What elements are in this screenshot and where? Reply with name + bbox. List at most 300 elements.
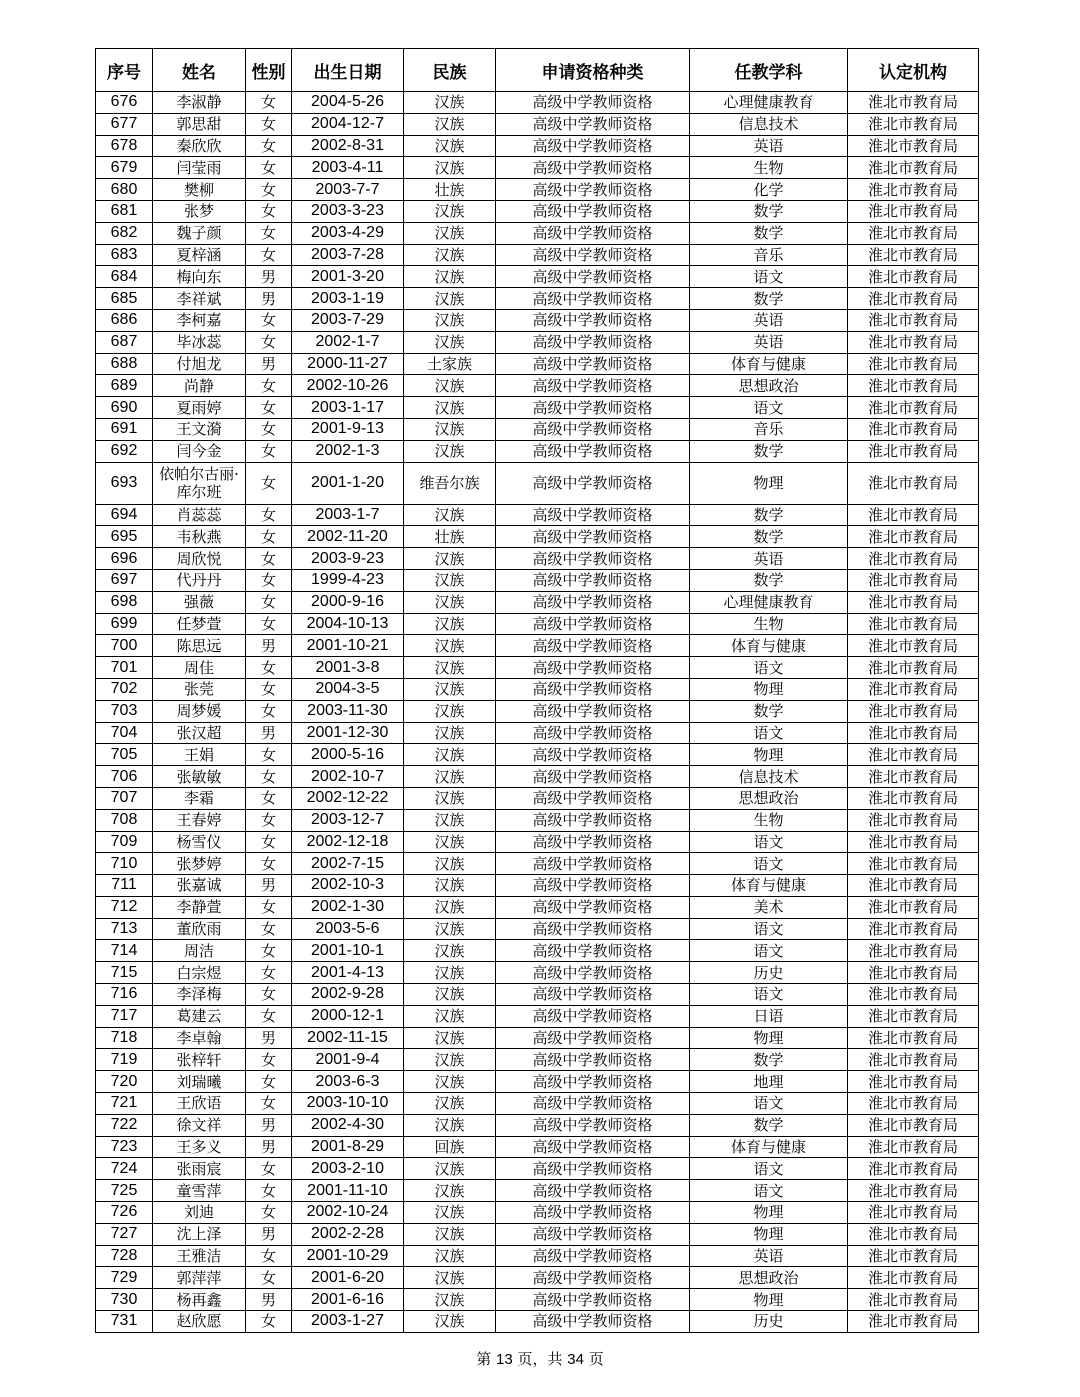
cell-ethnicity: 汉族 — [404, 613, 496, 635]
cell-ethnicity: 汉族 — [404, 722, 496, 744]
cell-birthdate: 2002-1-3 — [292, 440, 404, 462]
cell-subject: 体育与健康 — [690, 1136, 848, 1158]
cell-ethnicity: 汉族 — [404, 504, 496, 526]
cell-birthdate: 2003-2-10 — [292, 1158, 404, 1180]
cell-qualification-type: 高级中学教师资格 — [496, 92, 690, 114]
cell-index: 719 — [96, 1049, 153, 1071]
cell-index: 722 — [96, 1114, 153, 1136]
cell-qualification-type: 高级中学教师资格 — [496, 1311, 690, 1333]
table-row — [96, 853, 979, 875]
cell-qualification-type: 高级中学教师资格 — [496, 569, 690, 591]
cell-qualification-type: 高级中学教师资格 — [496, 179, 690, 201]
cell-authority: 淮北市教育局 — [848, 700, 979, 722]
cell-gender: 女 — [246, 613, 292, 635]
cell-gender: 女 — [246, 984, 292, 1006]
cell-gender: 男 — [246, 288, 292, 310]
cell-index: 692 — [96, 440, 153, 462]
cell-name: 张梓轩 — [153, 1049, 246, 1071]
cell-name: 李卓翰 — [153, 1027, 246, 1049]
cell-qualification-type: 高级中学教师资格 — [496, 200, 690, 222]
cell-birthdate: 2000-9-16 — [292, 591, 404, 613]
cell-birthdate: 2003-3-23 — [292, 200, 404, 222]
cell-subject: 体育与健康 — [690, 635, 848, 657]
cell-gender: 女 — [246, 92, 292, 114]
cell-birthdate: 2003-9-23 — [292, 548, 404, 570]
cell-ethnicity: 汉族 — [404, 266, 496, 288]
cell-ethnicity: 汉族 — [404, 766, 496, 788]
cell-qualification-type: 高级中学教师资格 — [496, 1180, 690, 1202]
cell-authority: 淮北市教育局 — [848, 657, 979, 679]
cell-gender: 女 — [246, 222, 292, 244]
table-row — [96, 526, 979, 548]
cell-qualification-type: 高级中学教师资格 — [496, 700, 690, 722]
cell-subject: 数学 — [690, 222, 848, 244]
cell-ethnicity: 汉族 — [404, 200, 496, 222]
cell-ethnicity: 汉族 — [404, 744, 496, 766]
header-name: 姓名 — [153, 49, 246, 92]
footer-prefix: 第 — [476, 1350, 492, 1368]
cell-ethnicity: 汉族 — [404, 1049, 496, 1071]
cell-index: 683 — [96, 244, 153, 266]
cell-index: 731 — [96, 1311, 153, 1333]
cell-ethnicity: 汉族 — [404, 375, 496, 397]
cell-authority: 淮北市教育局 — [848, 678, 979, 700]
cell-qualification-type: 高级中学教师资格 — [496, 766, 690, 788]
cell-index: 690 — [96, 397, 153, 419]
table-row — [96, 809, 979, 831]
cell-subject: 心理健康教育 — [690, 591, 848, 613]
cell-birthdate: 2002-10-7 — [292, 766, 404, 788]
cell-qualification-type: 高级中学教师资格 — [496, 113, 690, 135]
page-footer — [0, 1348, 1080, 1369]
cell-gender: 女 — [246, 504, 292, 526]
table-row — [96, 375, 979, 397]
cell-authority: 淮北市教育局 — [848, 896, 979, 918]
cell-birthdate: 2004-3-5 — [292, 678, 404, 700]
table-row — [96, 962, 979, 984]
cell-name: 魏子颜 — [153, 222, 246, 244]
cell-qualification-type: 高级中学教师资格 — [496, 244, 690, 266]
cell-subject: 英语 — [690, 309, 848, 331]
table-row — [96, 1027, 979, 1049]
cell-ethnicity: 汉族 — [404, 222, 496, 244]
cell-authority: 淮北市教育局 — [848, 569, 979, 591]
cell-gender: 女 — [246, 331, 292, 353]
cell-gender: 女 — [246, 962, 292, 984]
cell-birthdate: 2002-10-26 — [292, 375, 404, 397]
cell-name: 尚静 — [153, 375, 246, 397]
cell-qualification-type: 高级中学教师资格 — [496, 266, 690, 288]
cell-authority: 淮北市教育局 — [848, 288, 979, 310]
cell-subject: 历史 — [690, 962, 848, 984]
header-ethnicity: 民族 — [404, 49, 496, 92]
cell-index: 723 — [96, 1136, 153, 1158]
cell-name: 王雅洁 — [153, 1245, 246, 1267]
cell-qualification-type: 高级中学教师资格 — [496, 375, 690, 397]
cell-index: 695 — [96, 526, 153, 548]
cell-qualification-type: 高级中学教师资格 — [496, 288, 690, 310]
cell-authority: 淮北市教育局 — [848, 113, 979, 135]
cell-gender: 女 — [246, 1049, 292, 1071]
cell-index: 711 — [96, 875, 153, 897]
cell-index: 725 — [96, 1180, 153, 1202]
table-row — [96, 288, 979, 310]
cell-qualification-type: 高级中学教师资格 — [496, 418, 690, 440]
cell-ethnicity: 回族 — [404, 1136, 496, 1158]
cell-gender: 女 — [246, 309, 292, 331]
cell-birthdate: 2001-6-20 — [292, 1267, 404, 1289]
cell-authority: 淮北市教育局 — [848, 1311, 979, 1333]
cell-qualification-type: 高级中学教师资格 — [496, 1158, 690, 1180]
cell-qualification-type: 高级中学教师资格 — [496, 918, 690, 940]
table-row — [96, 440, 979, 462]
cell-index: 721 — [96, 1093, 153, 1115]
cell-authority: 淮北市教育局 — [848, 809, 979, 831]
cell-authority: 淮北市教育局 — [848, 1180, 979, 1202]
cell-index: 682 — [96, 222, 153, 244]
cell-birthdate: 2003-1-17 — [292, 397, 404, 419]
cell-subject: 生物 — [690, 809, 848, 831]
cell-gender: 女 — [246, 569, 292, 591]
cell-authority: 淮北市教育局 — [848, 853, 979, 875]
cell-gender: 女 — [246, 831, 292, 853]
cell-birthdate: 2004-10-13 — [292, 613, 404, 635]
cell-birthdate: 2002-4-30 — [292, 1114, 404, 1136]
cell-qualification-type: 高级中学教师资格 — [496, 1027, 690, 1049]
table-row — [96, 896, 979, 918]
cell-ethnicity: 汉族 — [404, 591, 496, 613]
cell-name: 闫今金 — [153, 440, 246, 462]
cell-name: 周洁 — [153, 940, 246, 962]
cell-qualification-type: 高级中学教师资格 — [496, 440, 690, 462]
cell-name: 周梦媛 — [153, 700, 246, 722]
cell-index: 716 — [96, 984, 153, 1006]
cell-ethnicity: 壮族 — [404, 526, 496, 548]
cell-birthdate: 2003-1-27 — [292, 1311, 404, 1333]
cell-name: 刘瑞曦 — [153, 1071, 246, 1093]
cell-ethnicity: 汉族 — [404, 1311, 496, 1333]
table-row — [96, 1005, 979, 1027]
cell-authority: 淮北市教育局 — [848, 1158, 979, 1180]
table-row — [96, 200, 979, 222]
cell-gender: 女 — [246, 440, 292, 462]
cell-qualification-type: 高级中学教师资格 — [496, 635, 690, 657]
cell-ethnicity: 汉族 — [404, 569, 496, 591]
cell-subject: 地理 — [690, 1071, 848, 1093]
table-header-row — [96, 49, 979, 92]
cell-authority: 淮北市教育局 — [848, 940, 979, 962]
cell-subject: 语文 — [690, 397, 848, 419]
table-row — [96, 1267, 979, 1289]
cell-ethnicity: 汉族 — [404, 787, 496, 809]
cell-name: 王多义 — [153, 1136, 246, 1158]
cell-name: 沈上泽 — [153, 1223, 246, 1245]
table-row — [96, 353, 979, 375]
header-gender: 性别 — [246, 49, 292, 92]
cell-authority: 淮北市教育局 — [848, 222, 979, 244]
cell-name: 葛建云 — [153, 1005, 246, 1027]
cell-name: 陈思远 — [153, 635, 246, 657]
table-row — [96, 722, 979, 744]
cell-authority: 淮北市教育局 — [848, 744, 979, 766]
cell-ethnicity: 汉族 — [404, 244, 496, 266]
cell-ethnicity: 汉族 — [404, 1027, 496, 1049]
cell-name: 刘迪 — [153, 1202, 246, 1224]
cell-gender: 女 — [246, 1071, 292, 1093]
cell-birthdate: 2002-11-20 — [292, 526, 404, 548]
cell-ethnicity: 汉族 — [404, 1223, 496, 1245]
cell-index: 700 — [96, 635, 153, 657]
table-row — [96, 266, 979, 288]
cell-index: 729 — [96, 1267, 153, 1289]
table-row — [96, 331, 979, 353]
cell-name: 肖蕊蕊 — [153, 504, 246, 526]
cell-authority: 淮北市教育局 — [848, 1027, 979, 1049]
table-row — [96, 179, 979, 201]
cell-qualification-type: 高级中学教师资格 — [496, 1267, 690, 1289]
table-row — [96, 1245, 979, 1267]
cell-qualification-type: 高级中学教师资格 — [496, 831, 690, 853]
cell-birthdate: 2002-10-24 — [292, 1202, 404, 1224]
cell-subject: 信息技术 — [690, 766, 848, 788]
cell-qualification-type: 高级中学教师资格 — [496, 744, 690, 766]
cell-gender: 男 — [246, 353, 292, 375]
table-row — [96, 613, 979, 635]
cell-subject: 物理 — [690, 1223, 848, 1245]
cell-authority: 淮北市教育局 — [848, 722, 979, 744]
cell-subject: 语文 — [690, 266, 848, 288]
cell-authority: 淮北市教育局 — [848, 526, 979, 548]
cell-gender: 女 — [246, 462, 292, 504]
table-row — [96, 657, 979, 679]
cell-qualification-type: 高级中学教师资格 — [496, 462, 690, 504]
cell-ethnicity: 汉族 — [404, 309, 496, 331]
cell-birthdate: 2003-7-29 — [292, 309, 404, 331]
cell-birthdate: 2001-3-8 — [292, 657, 404, 679]
header-subject: 任教学科 — [690, 49, 848, 92]
cell-birthdate: 1999-4-23 — [292, 569, 404, 591]
cell-index: 730 — [96, 1289, 153, 1311]
cell-birthdate: 2001-12-30 — [292, 722, 404, 744]
cell-gender: 女 — [246, 678, 292, 700]
footer-suffix: 页 — [588, 1350, 604, 1368]
cell-birthdate: 2001-10-29 — [292, 1245, 404, 1267]
footer-page-number: 13 — [496, 1351, 513, 1368]
cell-name: 李泽梅 — [153, 984, 246, 1006]
cell-name: 樊柳 — [153, 179, 246, 201]
cell-ethnicity: 汉族 — [404, 918, 496, 940]
cell-birthdate: 2002-11-15 — [292, 1027, 404, 1049]
cell-gender: 女 — [246, 1245, 292, 1267]
cell-gender: 女 — [246, 1158, 292, 1180]
cell-authority: 淮北市教育局 — [848, 157, 979, 179]
cell-birthdate: 2002-9-28 — [292, 984, 404, 1006]
cell-index: 726 — [96, 1202, 153, 1224]
cell-index: 677 — [96, 113, 153, 135]
table-row — [96, 1202, 979, 1224]
cell-index: 718 — [96, 1027, 153, 1049]
cell-subject: 英语 — [690, 548, 848, 570]
cell-index: 727 — [96, 1223, 153, 1245]
cell-qualification-type: 高级中学教师资格 — [496, 1049, 690, 1071]
cell-name: 夏雨婷 — [153, 397, 246, 419]
table-row — [96, 1311, 979, 1333]
cell-name: 张嘉诚 — [153, 875, 246, 897]
cell-index: 715 — [96, 962, 153, 984]
cell-name: 周佳 — [153, 657, 246, 679]
cell-gender: 女 — [246, 896, 292, 918]
table-row — [96, 1136, 979, 1158]
cell-index: 679 — [96, 157, 153, 179]
header-birthdate: 出生日期 — [292, 49, 404, 92]
cell-birthdate: 2000-5-16 — [292, 744, 404, 766]
cell-qualification-type: 高级中学教师资格 — [496, 809, 690, 831]
cell-ethnicity: 汉族 — [404, 962, 496, 984]
cell-index: 701 — [96, 657, 153, 679]
cell-birthdate: 2004-12-7 — [292, 113, 404, 135]
table-row — [96, 787, 979, 809]
cell-name: 韦秋燕 — [153, 526, 246, 548]
cell-authority: 淮北市教育局 — [848, 179, 979, 201]
cell-qualification-type: 高级中学教师资格 — [496, 526, 690, 548]
cell-birthdate: 2001-9-13 — [292, 418, 404, 440]
cell-ethnicity: 维吾尔族 — [404, 462, 496, 504]
cell-index: 686 — [96, 309, 153, 331]
cell-birthdate: 2002-1-7 — [292, 331, 404, 353]
cell-gender: 男 — [246, 875, 292, 897]
cell-gender: 男 — [246, 722, 292, 744]
cell-ethnicity: 汉族 — [404, 418, 496, 440]
cell-index: 703 — [96, 700, 153, 722]
header-index: 序号 — [96, 49, 153, 92]
cell-qualification-type: 高级中学教师资格 — [496, 657, 690, 679]
table-row — [96, 92, 979, 114]
cell-ethnicity: 汉族 — [404, 831, 496, 853]
cell-subject: 数学 — [690, 1049, 848, 1071]
cell-qualification-type: 高级中学教师资格 — [496, 984, 690, 1006]
cell-name: 夏梓涵 — [153, 244, 246, 266]
cell-birthdate: 2001-9-4 — [292, 1049, 404, 1071]
cell-index: 720 — [96, 1071, 153, 1093]
cell-authority: 淮北市教育局 — [848, 591, 979, 613]
footer-middle: 页，共 — [517, 1350, 563, 1368]
cell-birthdate: 2003-6-3 — [292, 1071, 404, 1093]
table-row — [96, 1093, 979, 1115]
cell-qualification-type: 高级中学教师资格 — [496, 331, 690, 353]
cell-gender: 女 — [246, 787, 292, 809]
cell-ethnicity: 汉族 — [404, 1158, 496, 1180]
cell-gender: 女 — [246, 1311, 292, 1333]
cell-gender: 女 — [246, 657, 292, 679]
cell-index: 680 — [96, 179, 153, 201]
cell-subject: 数学 — [690, 569, 848, 591]
cell-authority: 淮北市教育局 — [848, 418, 979, 440]
cell-birthdate: 2000-12-1 — [292, 1005, 404, 1027]
cell-index: 685 — [96, 288, 153, 310]
table-row — [96, 766, 979, 788]
cell-authority: 淮北市教育局 — [848, 1071, 979, 1093]
cell-ethnicity: 汉族 — [404, 92, 496, 114]
cell-gender: 男 — [246, 1136, 292, 1158]
cell-subject: 数学 — [690, 200, 848, 222]
header-authority: 认定机构 — [848, 49, 979, 92]
cell-gender: 女 — [246, 1267, 292, 1289]
cell-authority: 淮北市教育局 — [848, 397, 979, 419]
cell-name: 童雪萍 — [153, 1180, 246, 1202]
cell-name: 任梦萱 — [153, 613, 246, 635]
table-row — [96, 569, 979, 591]
cell-ethnicity: 汉族 — [404, 288, 496, 310]
cell-name: 赵欣愿 — [153, 1311, 246, 1333]
cell-index: 708 — [96, 809, 153, 831]
cell-birthdate: 2003-1-19 — [292, 288, 404, 310]
cell-ethnicity: 汉族 — [404, 1093, 496, 1115]
cell-gender: 女 — [246, 397, 292, 419]
cell-subject: 语文 — [690, 657, 848, 679]
cell-name: 依帕尔古丽·库尔班 — [153, 462, 246, 504]
cell-subject: 生物 — [690, 613, 848, 635]
header-qualification-type: 申请资格种类 — [496, 49, 690, 92]
cell-name: 王欣语 — [153, 1093, 246, 1115]
cell-birthdate: 2001-11-10 — [292, 1180, 404, 1202]
cell-birthdate: 2003-11-30 — [292, 700, 404, 722]
cell-index: 714 — [96, 940, 153, 962]
cell-qualification-type: 高级中学教师资格 — [496, 135, 690, 157]
cell-name: 周欣悦 — [153, 548, 246, 570]
cell-qualification-type: 高级中学教师资格 — [496, 962, 690, 984]
cell-qualification-type: 高级中学教师资格 — [496, 548, 690, 570]
cell-qualification-type: 高级中学教师资格 — [496, 1136, 690, 1158]
cell-index: 696 — [96, 548, 153, 570]
cell-authority: 淮北市教育局 — [848, 548, 979, 570]
cell-name: 张梦婷 — [153, 853, 246, 875]
cell-subject: 生物 — [690, 157, 848, 179]
cell-ethnicity: 汉族 — [404, 157, 496, 179]
cell-ethnicity: 汉族 — [404, 940, 496, 962]
cell-ethnicity: 汉族 — [404, 984, 496, 1006]
cell-ethnicity: 汉族 — [404, 1180, 496, 1202]
cell-qualification-type: 高级中学教师资格 — [496, 940, 690, 962]
table-row — [96, 744, 979, 766]
cell-name: 郭萍萍 — [153, 1267, 246, 1289]
cell-subject: 物理 — [690, 744, 848, 766]
cell-subject: 物理 — [690, 1289, 848, 1311]
cell-ethnicity: 土家族 — [404, 353, 496, 375]
cell-name: 梅向东 — [153, 266, 246, 288]
cell-authority: 淮北市教育局 — [848, 766, 979, 788]
cell-qualification-type: 高级中学教师资格 — [496, 1093, 690, 1115]
table-row — [96, 831, 979, 853]
cell-subject: 体育与健康 — [690, 875, 848, 897]
cell-subject: 日语 — [690, 1005, 848, 1027]
cell-index: 713 — [96, 918, 153, 940]
table-row — [96, 397, 979, 419]
cell-authority: 淮北市教育局 — [848, 244, 979, 266]
cell-gender: 女 — [246, 375, 292, 397]
cell-authority: 淮北市教育局 — [848, 200, 979, 222]
cell-birthdate: 2001-10-21 — [292, 635, 404, 657]
cell-authority: 淮北市教育局 — [848, 331, 979, 353]
cell-index: 705 — [96, 744, 153, 766]
cell-qualification-type: 高级中学教师资格 — [496, 787, 690, 809]
cell-index: 698 — [96, 591, 153, 613]
cell-index: 704 — [96, 722, 153, 744]
cell-name: 张敏敏 — [153, 766, 246, 788]
cell-name: 王文漪 — [153, 418, 246, 440]
cell-name: 杨再鑫 — [153, 1289, 246, 1311]
cell-ethnicity: 汉族 — [404, 896, 496, 918]
cell-index: 689 — [96, 375, 153, 397]
